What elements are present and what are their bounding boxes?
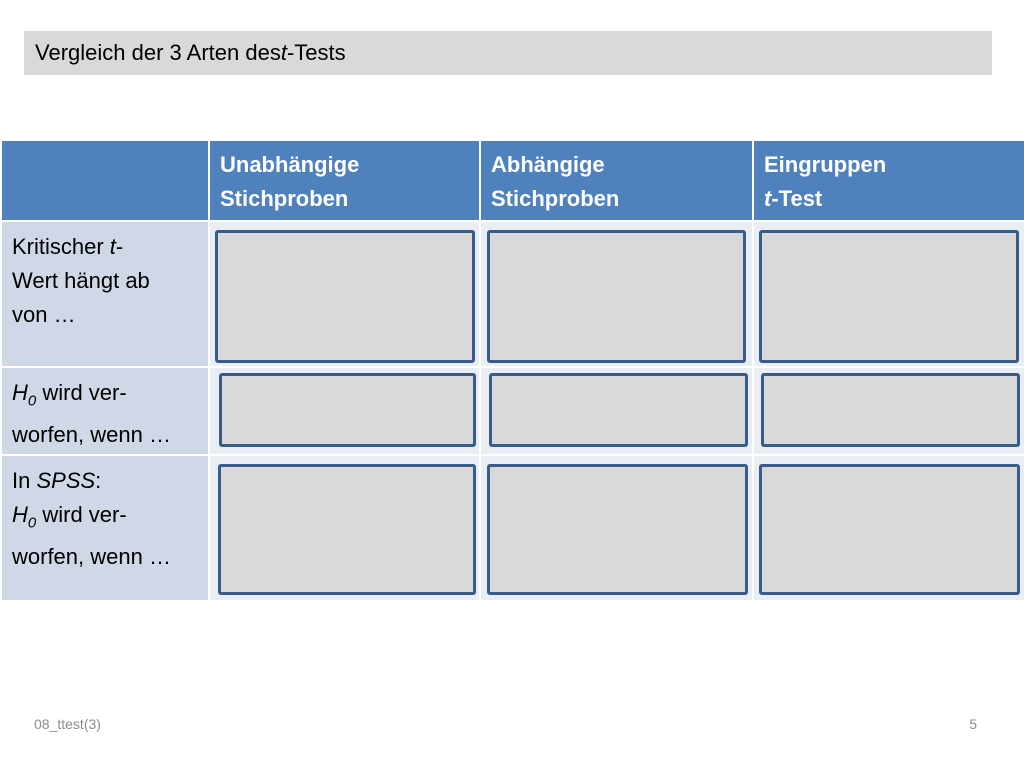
footer-file-label: 08_ttest(3) xyxy=(34,716,101,732)
answer-box[interactable] xyxy=(759,230,1019,363)
row-label-spss-h0-rejected: In SPSS: $H_0$ wird ver- worfen, wenn … xyxy=(1,455,209,601)
answer-box[interactable] xyxy=(218,464,476,595)
page-number: 5 xyxy=(969,716,977,732)
table-row-spss-h0-rejected xyxy=(1,455,1024,601)
comparison-table xyxy=(0,139,1024,602)
table-header-row xyxy=(1,140,1024,221)
answer-box[interactable] xyxy=(759,464,1020,595)
header-line1: Eingruppen xyxy=(764,152,887,177)
cell-spss-onesample xyxy=(753,455,1024,601)
slide-title xyxy=(24,31,992,75)
cell-critical-independent xyxy=(209,221,480,367)
answer-box[interactable] xyxy=(761,373,1020,447)
header-line1: Unabhängige xyxy=(220,152,360,177)
header-line2: t-Test xyxy=(764,186,823,211)
row-label-critical-value: Kritischer t- Wert hängt ab von … xyxy=(1,221,209,367)
header-dependent-samples xyxy=(480,140,753,221)
cell-h0-independent xyxy=(209,367,480,455)
table-row-h0-rejected xyxy=(1,367,1024,455)
cell-spss-dependent xyxy=(480,455,753,601)
header-line2: Stichproben xyxy=(491,186,620,211)
header-line2: Stichproben xyxy=(220,186,349,211)
header-independent-samples xyxy=(209,140,480,221)
slide-title-italic-t: t xyxy=(280,40,287,65)
slide-title-prefix: Vergleich der 3 Arten des xyxy=(35,40,281,65)
answer-box[interactable] xyxy=(219,373,476,447)
slide-title-suffix: -Tests xyxy=(286,40,346,65)
cell-h0-dependent xyxy=(480,367,753,455)
header-one-sample-test xyxy=(753,140,1024,221)
answer-box[interactable] xyxy=(215,230,475,363)
header-line1: Abhängige xyxy=(491,152,605,177)
cell-spss-independent xyxy=(209,455,480,601)
header-empty-cell xyxy=(1,140,209,221)
answer-box[interactable] xyxy=(487,230,746,363)
row-label-h0-rejected: $H_0$ wird ver- worfen, wenn … xyxy=(1,367,209,455)
table-row-critical-value xyxy=(1,221,1024,367)
answer-box[interactable] xyxy=(487,464,748,595)
cell-critical-dependent xyxy=(480,221,753,367)
cell-critical-onesample xyxy=(753,221,1024,367)
answer-box[interactable] xyxy=(489,373,748,447)
cell-h0-onesample xyxy=(753,367,1024,455)
